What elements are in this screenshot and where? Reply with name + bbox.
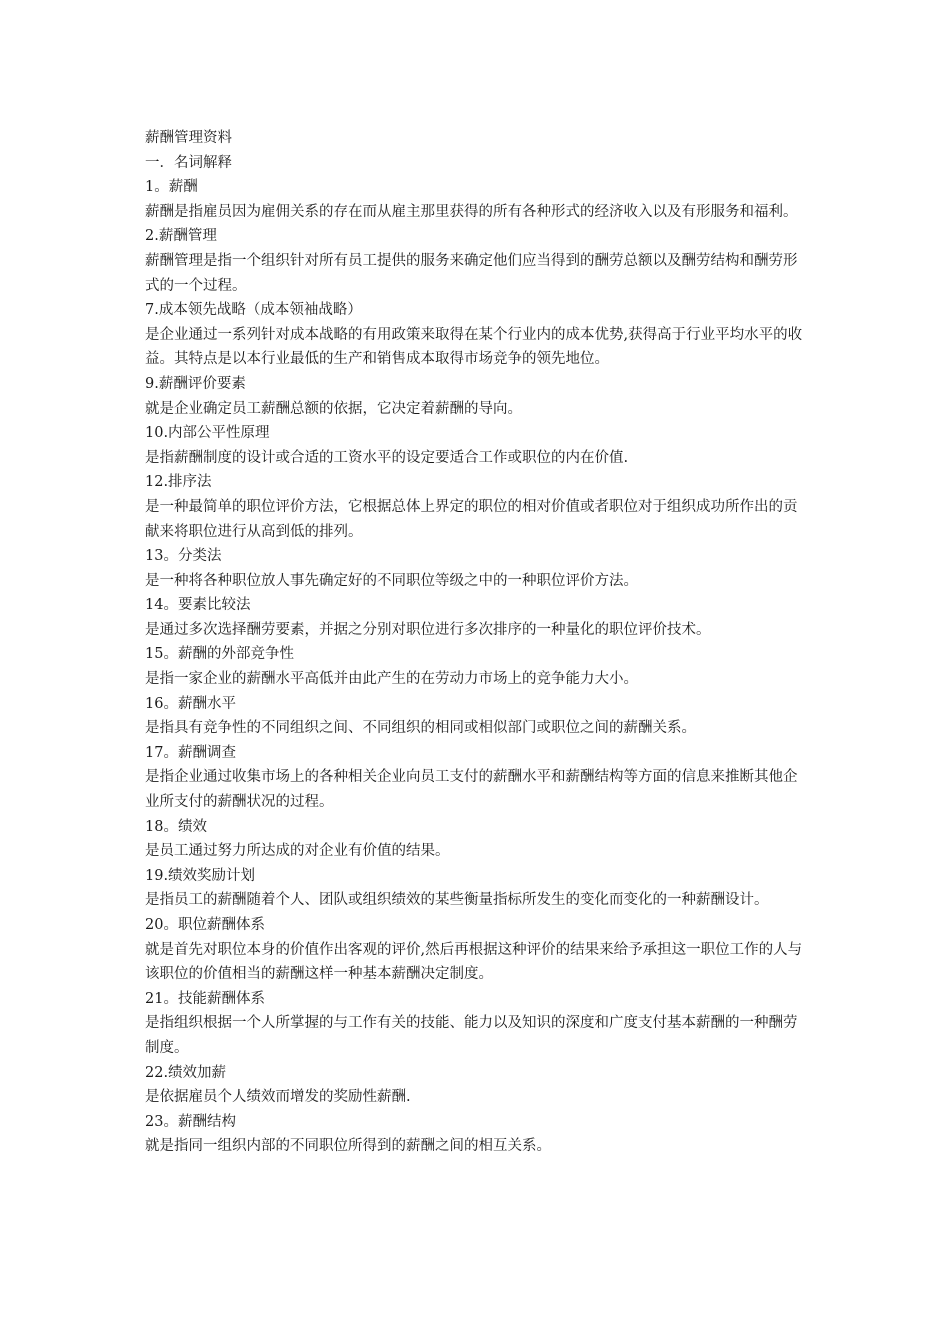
entry-definition: 是指一家企业的薪酬水平高低并由此产生的在劳动力市场上的竞争能力大小。: [145, 671, 638, 688]
entry-definition: 是指组织根据一个人所掌握的与工作有关的技能、能力以及知识的深度和广度支付基本薪酬的一种酬劳制度。: [145, 1015, 798, 1056]
entry-14: [145, 593, 810, 642]
entry-term: 19.绩效奖励计划: [145, 867, 256, 884]
entry-18: [145, 815, 810, 864]
entry-definition: 是一种最简单的职位评价方法，它根据总体上界定的职位的相对价值或者职位对于组织成功所作出的贡献来将职位进行从高到低的排列。: [145, 498, 798, 540]
entry-7: [145, 298, 810, 372]
entry-20: [145, 913, 810, 987]
entry-definition: 是指薪酬制度的设计或合适的工资水平的设定要适合工作或职位的内在价值.: [145, 449, 629, 466]
entry-definition: 是通过多次选择酬劳要素，并据之分别对职位进行多次排序的一种量化的职位评价技术。: [145, 621, 711, 638]
entry-definition: 是指员工的薪酬随着个人、团队或组织绩效的某些衡量指标所发生的变化而变化的一种薪酬设计。: [145, 892, 769, 909]
entry-term: 23。薪酬结构: [145, 1113, 236, 1130]
entry-definition: 是一种将各种职位放人事先确定好的不同职位等级之中的一种职位评价方法。: [145, 572, 638, 589]
entry-definition: 薪酬是指雇员因为雇佣关系的存在而从雇主那里获得的所有各种形式的经济收入以及有形服务和福利。: [145, 203, 798, 220]
entry-13: [145, 544, 810, 593]
entry-9: [145, 372, 810, 421]
entry-15: [145, 642, 810, 691]
entry-term: 21。技能薪酬体系: [145, 990, 265, 1007]
entry-21: [145, 987, 810, 1061]
document-title: 薪酬管理资料: [145, 130, 232, 146]
entry-2: [145, 224, 810, 298]
entry-term: 17。薪酬调查: [145, 744, 236, 761]
entry-term: 2.薪酬管理: [145, 228, 217, 245]
entry-term: 16。薪酬水平: [145, 695, 236, 712]
entry-term: 9.薪酬评价要素: [145, 375, 246, 392]
entry-definition: 就是企业确定员工薪酬总额的依据，它决定着薪酬的导向。: [145, 400, 522, 417]
entry-definition: 是依据雇员个人绩效而增发的奖励性薪酬.: [145, 1089, 411, 1106]
section-heading: 一．名词解释: [145, 154, 232, 171]
entry-1: [145, 175, 810, 224]
entry-term: 18。绩效: [145, 818, 207, 835]
entry-definition: 就是首先对职位本身的价值作出客观的评价,然后再根据这种评价的结果来给予承担这一职位工作的人与该职位的价值相当的薪酬这样一种基本薪酬决定制度。: [145, 941, 803, 983]
entry-23: [145, 1110, 810, 1159]
entry-term: 13。分类法: [145, 548, 222, 565]
entry-term: 7.成本领先战略（成本领袖战略）: [145, 302, 362, 319]
entry-19: [145, 864, 810, 913]
entry-12: [145, 470, 810, 544]
entry-17: [145, 741, 810, 815]
entry-term: 10.内部公平性原理: [145, 425, 270, 442]
entry-term: 1。薪酬: [145, 179, 198, 196]
entry-22: [145, 1061, 810, 1110]
entry-term: 15。薪酬的外部竞争性: [145, 646, 294, 663]
entry-term: 12.排序法: [145, 474, 212, 491]
entry-term: 22.绩效加薪: [145, 1064, 227, 1081]
entry-definition: 就是指同一组织内部的不同职位所得到的薪酬之间的相互关系。: [145, 1138, 551, 1155]
entry-definition: 是指企业通过收集市场上的各种相关企业向员工支付的薪酬水平和薪酬结构等方面的信息来推断其他企业所支付的薪酬状况的过程。: [145, 769, 798, 811]
document-page: [145, 126, 810, 1159]
entry-10: [145, 421, 810, 470]
entry-term: 20。职位薪酬体系: [145, 917, 265, 933]
entry-term: 14。要素比较法: [145, 597, 251, 614]
entry-16: [145, 692, 810, 741]
entry-definition: 是企业通过一系列针对成本战略的有用政策来取得在某个行业内的成本优势,获得高于行业平均水平的收益。其特点是以本行业最低的生产和销售成本取得市场竞争的领先地位。: [145, 326, 803, 368]
entry-definition: 是员工通过努力所达成的对企业有价值的结果。: [145, 843, 450, 860]
entry-definition: 是指具有竞争性的不同组织之间、不同组织的相同或相似部门或职位之间的薪酬关系。: [145, 720, 696, 737]
entry-definition: 薪酬管理是指一个组织针对所有员工提供的服务来确定他们应当得到的酬劳总额以及酬劳结构和酬劳形式的一个过程。: [145, 252, 798, 294]
